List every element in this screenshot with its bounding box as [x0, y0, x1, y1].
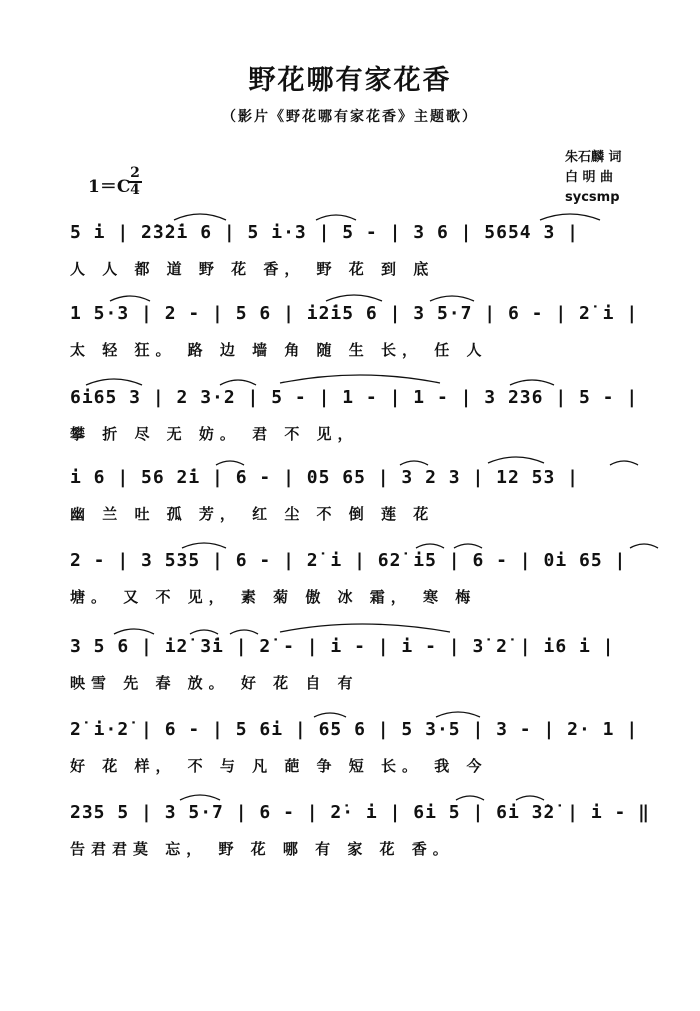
- music-system-6: [70, 636, 660, 700]
- slur-marks: [70, 208, 660, 222]
- lyrics-line: 攀 折 尽 无 妨。 君 不 见，: [70, 425, 359, 443]
- music-system-4: [70, 467, 660, 531]
- credits: [565, 148, 622, 208]
- notes-line: 5 i | 2̇3̇2̇i 6 | 5 i·3 | 5 - | 3 6 | 5654 3 |: [70, 222, 579, 243]
- lyrics-line: 幽 兰 吐 孤 芳， 红 尘 不 倒 莲 花: [70, 505, 435, 523]
- music-system-8: [70, 802, 660, 866]
- lyrics-line: 好 花 样， 不 与 凡 葩 争 短 长。 我 今: [70, 757, 488, 775]
- music-system-7: [70, 719, 660, 783]
- lyrics-line: 人 人 都 道 野 花 香， 野 花 到 底: [70, 260, 435, 278]
- time-signature-denominator: 4: [130, 182, 140, 198]
- notes-line: 2 - | 3 535 | 6 - | 2̇ i | 62̇ i5 | 6 - | 0i 65 |: [70, 550, 627, 571]
- music-system-1: [70, 222, 660, 286]
- notes-line: i 6 | 56 2̇i | 6 - | 05 65 | 3 2 3 | 12 53 |: [70, 467, 579, 488]
- notes-line: 3 5 6 | i2̇ 3̇i | 2̇ - | i - | i - | 3̇ 2̇ | i6 i |: [70, 636, 615, 657]
- lyrics-line: 太 轻 狂。 路 边 墙 角 随 生 长， 任 人: [70, 341, 488, 359]
- notes-line: 1 5·3 | 2 - | 5 6 | i2̇i5 6 | 3 5·7 | 6 - | 2̇ i |: [70, 303, 639, 324]
- slur-marks: [70, 453, 660, 467]
- scanner-credit: sycsmp: [565, 190, 620, 205]
- notes-line: 6i65 3 | 2 3·2 | 5 - | 1 - | 1 - | 3 236 | 5 - |: [70, 387, 639, 408]
- slur-marks: [70, 622, 660, 636]
- slur-marks: [70, 373, 660, 387]
- time-signature: [128, 166, 142, 198]
- time-signature-numerator: 2: [128, 166, 142, 183]
- lyrics-line: 映雪 先 春 放。 好 花 自 有: [70, 674, 359, 692]
- slur-marks: [70, 289, 660, 303]
- slur-marks: [70, 536, 660, 550]
- key-signature: 1＝C: [88, 177, 131, 197]
- music-system-2: [70, 303, 660, 367]
- music-system-5: [70, 550, 660, 614]
- notes-line: 235 5 | 3 5·7 | 6 - | 2̇· i | 6i 5 | 6i 3̇2̇ | i - ‖: [70, 802, 651, 823]
- song-subtitle: （影片《野花哪有家花香》主题歌）: [222, 109, 478, 125]
- music-system-3: [70, 387, 660, 451]
- slur-marks: [70, 705, 660, 719]
- lyricist-credit: 朱石麟 词: [565, 150, 622, 165]
- composer-credit: 白 明 曲: [565, 170, 614, 185]
- notes-line: 2̇ i·2̇ | 6 - | 5 6i | 65 6 | 5 3·5 | 3 - | 2· 1 |: [70, 719, 639, 740]
- lyrics-line: 告君君莫 忘， 野 花 哪 有 家 花 香。: [70, 840, 454, 858]
- lyrics-line: 塘。 又 不 见， 素 菊 傲 冰 霜， 寒 梅: [70, 588, 477, 606]
- song-title: 野花哪有家花香: [248, 65, 452, 96]
- slur-marks: [70, 788, 660, 802]
